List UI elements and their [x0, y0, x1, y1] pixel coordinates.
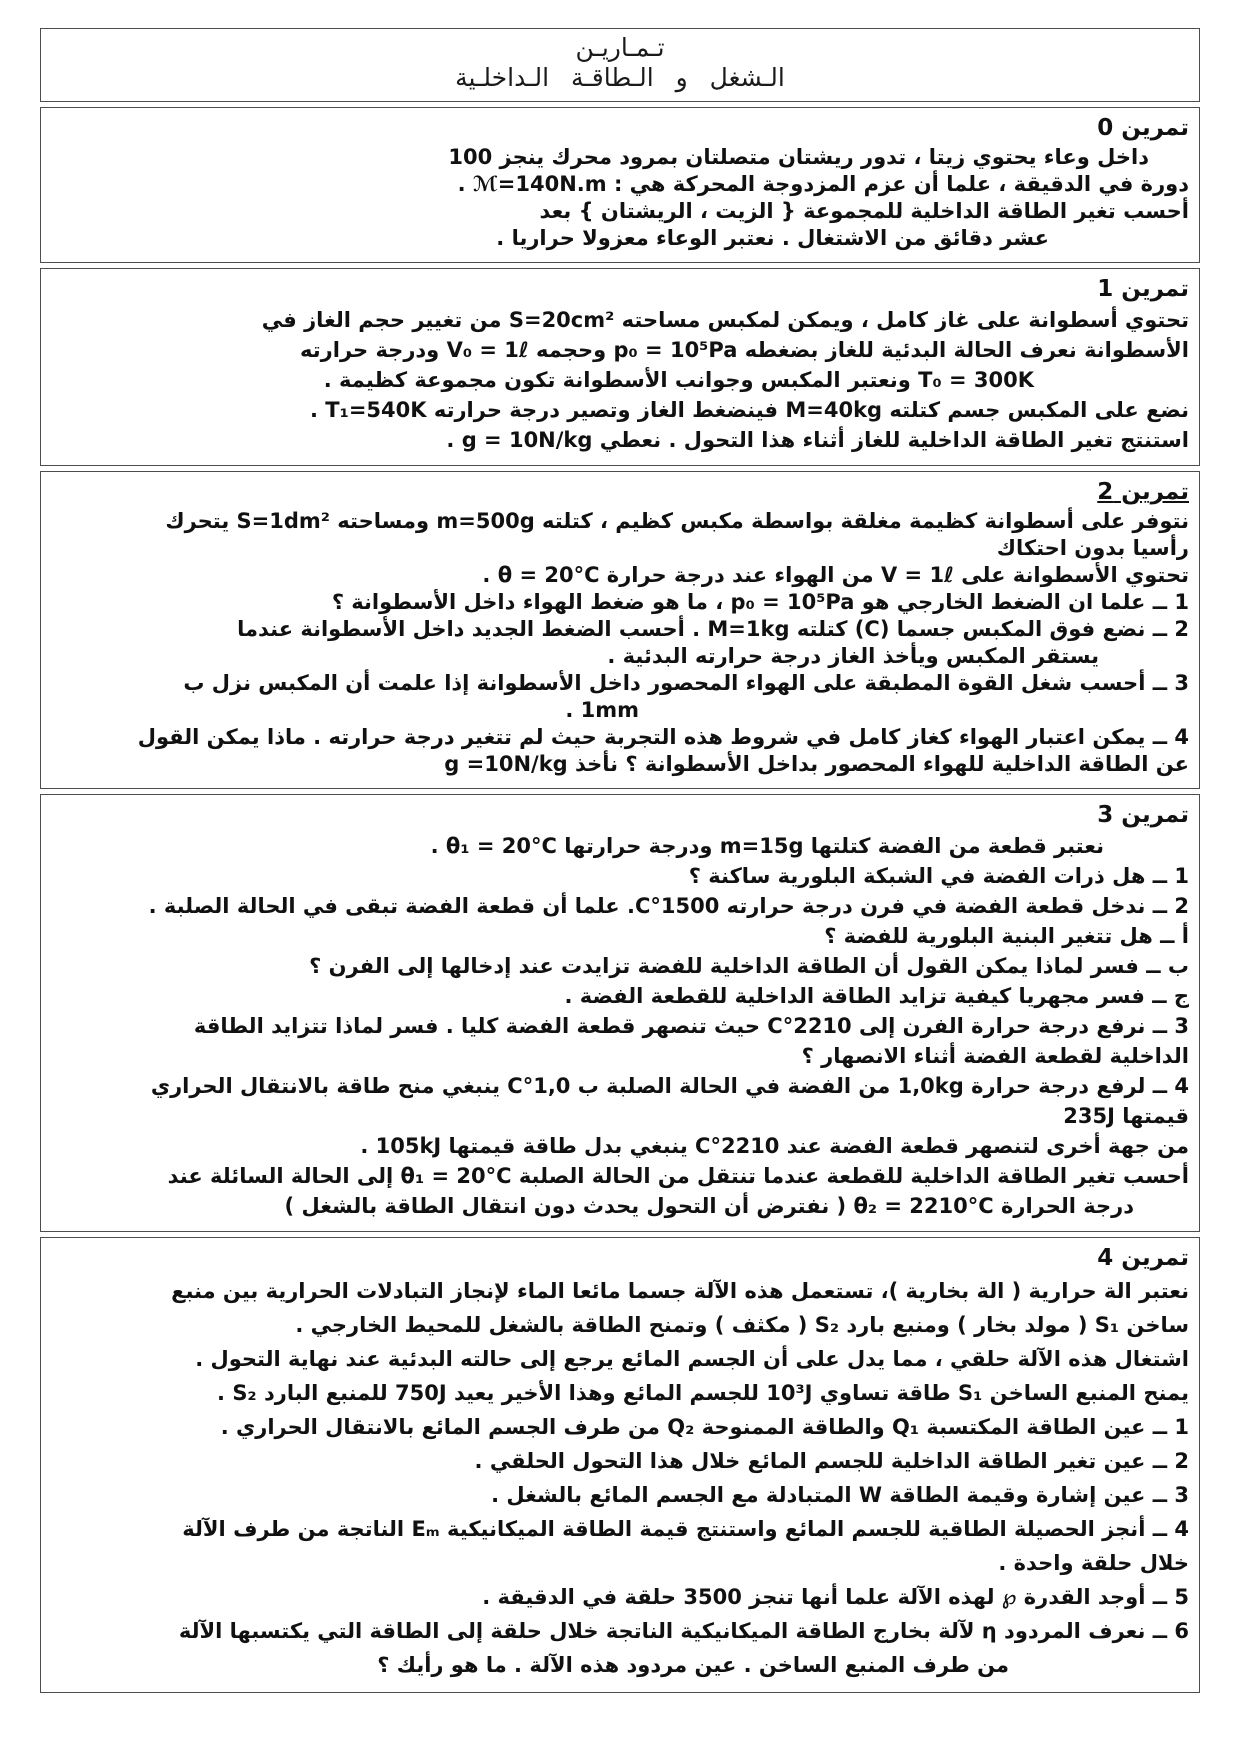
- exercise-line: من جهة أخرى لتنصهر قطعة الفضة عند 2210°C ينبغي بدل طاقة قيمتها 105kJ .: [360, 1134, 1189, 1158]
- exercise-line: 1 ــ هل ذرات الفضة في الشبكة البلورية ساكنة ؟: [688, 864, 1189, 888]
- title-box: [40, 28, 1200, 102]
- exercise-line: نعتبر قطعة من الفضة كتلتها m=15g ودرجة حرارتها θ₁ = 20°C .: [430, 834, 1104, 858]
- exercise-line: 3 ــ عين إشارة وقيمة الطاقة W المتبادلة مع الجسم المائع بالشغل .: [491, 1483, 1189, 1507]
- exercise-line: اشتغال هذه الآلة حلقي ، مما يدل على أن الجسم المائع يرجع إلى حالته البدئية عند نهاية التحول .: [195, 1347, 1189, 1371]
- exercise-line: يمنح المنبع الساخن S₁ طاقة تساوي 10³J للجسم المائع وهذا الأخير يعيد 750J للمنبع البارد S₂ .: [217, 1381, 1189, 1405]
- exercise-line: درجة الحرارة θ₂ = 2210°C ( نفترض أن التحول يحدث دون انتقال الطاقة بالشغل ): [284, 1194, 1134, 1218]
- exercise-line: رأسيا بدون احتكاك: [996, 536, 1189, 560]
- exercise-heading-4: تمرين 4: [1097, 1245, 1189, 1271]
- exercise-line: الأسطوانة نعرف الحالة البدئية للغاز بضغطه p₀ = 10⁵Pa وحجمه V₀ = 1ℓ ودرجة حرارته: [300, 338, 1189, 362]
- exercise-line: استنتج تغير الطاقة الداخلية للغاز أثناء هذا التحول . نعطي g = 10N/kg .: [446, 428, 1189, 452]
- document-title-line-2: الـشغل و الـطاقـة الـداخلـية: [455, 63, 785, 92]
- exercise-line: 1 ــ علما ان الضغط الخارجي هو p₀ = 10⁵Pa ، ما هو ضغط الهواء داخل الأسطوانة ؟: [331, 590, 1189, 614]
- exercise-line: أحسب تغير الطاقة الداخلية للمجموعة { الزيت ، الريشتان } بعد: [539, 199, 1189, 223]
- exercise-line: نضع على المكبس جسم كتلته M=40kg فينضغط الغاز وتصير درجة حرارته T₁=540K .: [310, 398, 1189, 422]
- exercise-line: تحتوي أسطوانة على غاز كامل ، ويمكن لمكبس مساحته S=20cm² من تغيير حجم الغاز في: [261, 308, 1189, 332]
- exercise-line: أ ــ هل تتغير البنية البلورية للفضة ؟: [824, 924, 1189, 948]
- exercise-line: أحسب تغير الطاقة الداخلية للقطعة عندما تنتقل من الحالة الصلبة θ₁ = 20°C إلى الحالة السائلة عند: [167, 1164, 1189, 1188]
- exercise-line: يستقر المكبس ويأخذ الغاز درجة حرارته البدئية .: [607, 644, 1099, 668]
- exercise-line: 3 ــ نرفع درجة حرارة الفرن إلى 2210°C حيث تنصهر قطعة الفضة كليا . فسر لماذا تتزايد الطاقة: [193, 1014, 1189, 1038]
- exercise-line: من طرف المنبع الساخن . عين مردود هذه الآلة . ما هو رأيك ؟: [377, 1653, 1009, 1677]
- exercise-line: الداخلية لقطعة الفضة أثناء الانصهار ؟: [801, 1044, 1189, 1068]
- exercise-line: T₀ = 300K ونعتبر المكبس وجوانب الأسطوانة تكون مجموعة كظيمة .: [323, 368, 1034, 392]
- exercise-line: داخل وعاء يحتوي زيتا ، تدور ريشتان متصلتان بمرود محرك ينجز 100: [448, 145, 1149, 169]
- exercise-line: ج ــ فسر مجهريا كيفية تزايد الطاقة الداخلية للقطعة الفضة .: [564, 984, 1189, 1008]
- exercise-section-3: [40, 794, 1200, 1232]
- exercise-line: دورة في الدقيقة ، علما أن عزم المزدوجة المحركة هي : ℳ=140N.m .: [457, 172, 1189, 196]
- exercise-line: تحتوي الأسطوانة على V = 1ℓ من الهواء عند درجة حرارة θ = 20°C .: [482, 563, 1189, 587]
- exercise-line: ب ــ فسر لماذا يمكن القول أن الطاقة الداخلية للفضة تزايدت عند إدخالها إلى الفرن ؟: [309, 954, 1189, 978]
- exercise-line: قيمتها 235J: [1063, 1104, 1189, 1128]
- exercise-heading-3: تمرين 3: [1097, 802, 1189, 828]
- exercise-line: 4 ــ أنجز الحصيلة الطاقية للجسم المائع واستنتج قيمة الطاقة الميكانيكية Eₘ الناتجة من طرف الآلة: [182, 1517, 1189, 1541]
- exercise-line: خلال حلقة واحدة .: [998, 1551, 1189, 1575]
- exercise-line: عشر دقائق من الاشتغال . نعتبر الوعاء معزولا حراريا .: [496, 226, 1049, 250]
- exercise-heading-2: تمرين 2: [1097, 479, 1189, 505]
- exercises-container: [40, 107, 1200, 1693]
- document-title-line-1: تـمـاريـن: [575, 33, 665, 62]
- exercise-line: ساخن S₁ ( مولد بخار ) ومنبع بارد S₂ ( مكثف ) وتمنح الطاقة بالشغل للمحيط الخارجي .: [295, 1313, 1189, 1337]
- exercise-line: 3 ــ أحسب شغل القوة المطبقة على الهواء المحصور داخل الأسطوانة إذا علمت أن المكبس نزل ب: [183, 671, 1189, 695]
- exercise-line: 4 ــ لرفع درجة حرارة 1,0kg من الفضة في الحالة الصلبة ب 1,0°C ينبغي منح طاقة بالانتقال الحراري: [150, 1074, 1189, 1098]
- exercise-heading-1: تمرين 1: [1097, 276, 1189, 302]
- exercise-section-1: [40, 268, 1200, 466]
- exercise-line: 6 ــ نعرف المردود η لآلة بخارج الطاقة الميكانيكية الناتجة خلال حلقة إلى الطاقة التي يكتسبها الآلة: [178, 1619, 1189, 1643]
- exercise-line: 2 ــ نضع فوق المكبس جسما (C) كتلته M=1kg . أحسب الضغط الجديد داخل الأسطوانة عندما: [237, 617, 1189, 641]
- exercise-section-2: [40, 471, 1200, 789]
- exercise-heading-0: تمرين 0: [1097, 115, 1189, 141]
- exercise-line: نعتبر الة حرارية ( الة بخارية )، تستعمل هذه الآلة جسما مائعا الماء لإنجاز التبادلات الحرارية بين منبع: [171, 1279, 1189, 1303]
- exercise-line: 2 ــ ندخل قطعة الفضة في فرن درجة حرارته 1500°C. علما أن قطعة الفضة تبقى في الحالة الصلبة .: [148, 894, 1189, 918]
- exercise-section-0: [40, 107, 1200, 263]
- exercise-line: 2 ــ عين تغير الطاقة الداخلية للجسم المائع خلال هذا التحول الحلقي .: [474, 1449, 1189, 1473]
- exercise-line: 4 ــ يمكن اعتبار الهواء كغاز كامل في شروط هذه التجربة حيث لم تتغير درجة حرارته . ماذا يمكن القول: [137, 725, 1189, 749]
- exercise-line: 1 ــ عين الطاقة المكتسبة Q₁ والطاقة الممنوحة Q₂ من طرف الجسم المائع بالانتقال الحراري .: [220, 1415, 1189, 1439]
- exercise-line: عن الطاقة الداخلية للهواء المحصور بداخل الأسطوانة ؟ نأخذ g =10N/kg: [444, 752, 1189, 776]
- exercise-line: 1mm .: [565, 698, 639, 722]
- exercise-section-4: [40, 1237, 1200, 1693]
- exercise-line: نتوفر على أسطوانة كظيمة مغلقة بواسطة مكبس كظيم ، كتلته m=500g ومساحته S=1dm² يتحرك: [165, 509, 1189, 533]
- exercise-line: 5 ــ أوجد القدرة ℘ لهذه الآلة علما أنها تنجز 3500 حلقة في الدقيقة .: [482, 1585, 1189, 1609]
